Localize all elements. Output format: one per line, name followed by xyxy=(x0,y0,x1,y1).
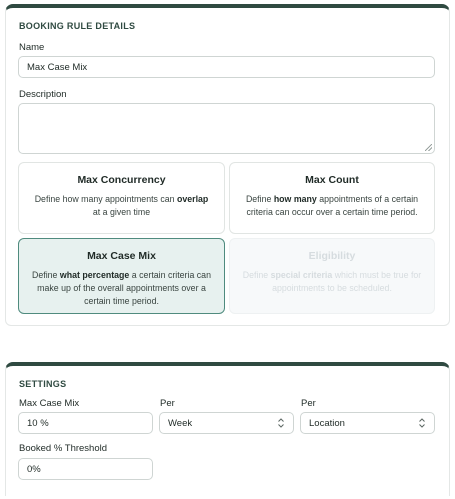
per-scope-select[interactable] xyxy=(300,412,435,434)
option-eligibility xyxy=(229,238,435,314)
option-description: Define special criteria which must be true for appointments to be scheduled. xyxy=(242,270,422,293)
option-description: Define how many appointments of a certain criteria can occur over a certain time period. xyxy=(245,194,419,217)
booked-threshold-input[interactable] xyxy=(18,458,153,480)
name-input[interactable] xyxy=(18,56,435,78)
option-title: Max Count xyxy=(305,174,359,186)
per-label-1: Per xyxy=(160,398,175,409)
chevron-up-down-icon xyxy=(277,418,285,429)
option-max-case-mix[interactable] xyxy=(18,238,225,314)
booking-rule-details-card xyxy=(5,4,450,326)
booked-threshold-label: Booked % Threshold xyxy=(19,443,108,454)
max-case-mix-input[interactable] xyxy=(18,412,153,434)
settings-card xyxy=(5,362,450,496)
max-case-mix-label: Max Case Mix xyxy=(19,398,80,409)
description-textarea[interactable] xyxy=(18,103,435,154)
resize-handle-icon[interactable] xyxy=(425,144,432,151)
option-max-concurrency[interactable] xyxy=(18,162,225,234)
per-period-value: Week xyxy=(168,417,193,429)
description-label: Description xyxy=(19,89,67,100)
chevron-up-down-icon xyxy=(418,418,426,429)
per-period-select[interactable] xyxy=(159,412,294,434)
option-title: Max Case Mix xyxy=(87,250,156,262)
name-label: Name xyxy=(19,42,45,53)
booking-rule-section-title: BOOKING RULE DETAILS xyxy=(19,21,136,31)
option-title: Max Concurrency xyxy=(77,174,166,186)
option-description: Define how many appointments can overlap at a given time xyxy=(34,194,209,217)
option-title: Eligibility xyxy=(308,250,356,262)
per-scope-value: Location xyxy=(309,417,345,429)
per-label-2: Per xyxy=(301,398,316,409)
option-max-count[interactable] xyxy=(229,162,435,234)
settings-section-title: SETTINGS xyxy=(19,379,67,389)
option-description: Define what percentage a certain criteria can make up of the overall appointments over a certain time period. xyxy=(32,270,211,306)
